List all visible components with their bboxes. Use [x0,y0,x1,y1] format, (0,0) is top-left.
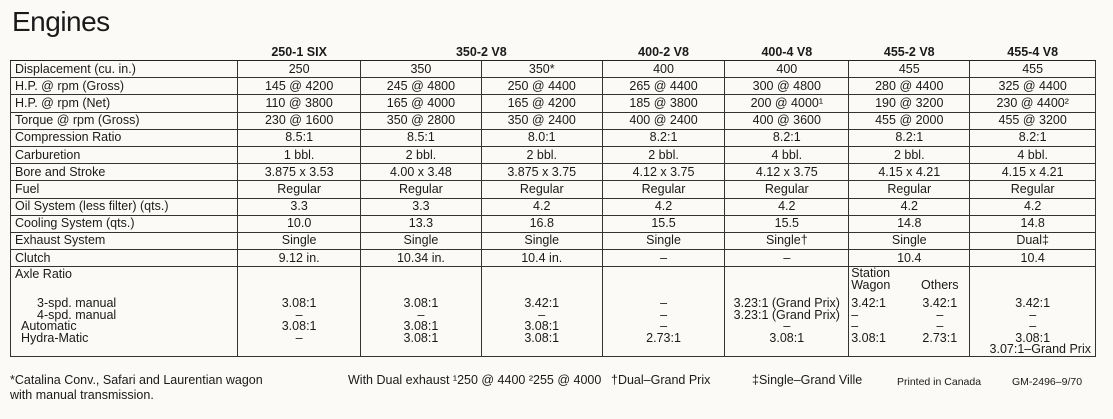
axle-value: 3.08:1 [851,330,886,345]
header-label-cell [11,44,238,61]
table-row [11,112,1096,129]
row-label: Carburetion [11,146,238,163]
row-value: 2 bbl. [602,146,725,163]
table-row [11,146,1096,163]
row-value: Regular [238,181,361,198]
axle-value: – [417,307,425,322]
row-label: Exhaust System [11,232,238,249]
row-value: 9.12 in. [238,250,361,267]
row-value: 13.3 [361,215,482,232]
engine-spec-table [10,44,1096,357]
axle-value: 3.08:1 [281,319,317,334]
row-value: 14.8 [970,215,1096,232]
row-value: 245 @ 4800 [361,78,482,95]
row-value: 300 @ 4800 [725,78,849,95]
header-400-2-v8: 400-2 V8 [602,44,725,61]
row-value: Regular [725,181,849,198]
others-header: Others [921,278,959,293]
row-value: – [725,250,849,267]
table-row [11,215,1096,232]
axle-ratio-block [11,267,1096,357]
row-value: Single [238,232,361,249]
header-455-2-v8: 455-2 V8 [849,44,970,61]
row-value: Regular [970,181,1096,198]
row-label: Bore and Stroke [11,164,238,181]
axle-value: 3.08:1 [769,330,805,345]
row-value: 350 @ 2400 [481,112,602,129]
axle-value: – [936,307,944,322]
row-value: 2 bbl. [361,146,482,163]
row-value: 2 bbl. [849,146,970,163]
row-value: 4.15 x 4.21 [970,164,1096,181]
row-value: 1 bbl. [238,146,361,163]
row-value: 400 @ 3600 [725,112,849,129]
table-row [11,232,1096,249]
axle-value-cell [970,267,1096,357]
row-value: 280 @ 4400 [849,78,970,95]
axle-sub-label: Automatic [21,319,77,334]
footnote-catalina [10,373,263,403]
row-value: 8.0:1 [481,129,602,146]
footnote-dual-exhaust: With Dual exhaust ¹250 @ 4400 ²255 @ 4000 [348,373,602,387]
row-value: 3.875 x 3.75 [481,164,602,181]
row-value: Single [849,232,970,249]
axle-value: 3.08:1 [403,319,439,334]
row-value: 4.12 x 3.75 [725,164,849,181]
axle-value: – [851,319,859,334]
publication-code: GM-2496–9/70 [1012,376,1083,388]
axle-value: 3.42:1 [524,296,560,311]
axle-value: – [295,330,303,345]
axle-value-cell [238,267,361,357]
axle-value: – [660,307,668,322]
row-value: 10.4 in. [481,250,602,267]
axle-sub-label: Hydra-Matic [21,330,89,345]
row-value: 165 @ 4000 [361,95,482,112]
axle-value: 3.23:1 (Grand Prix) [733,307,840,322]
row-value: 250 @ 4400 [481,78,602,95]
row-value: 8.5:1 [361,129,482,146]
row-value: 400 [602,61,725,78]
axle-value: 3.23:1 (Grand Prix) [733,296,840,311]
row-value: 15.5 [725,215,849,232]
axle-label-cell [11,267,238,357]
axle-value: 2.73:1 [922,330,958,345]
row-label: Torque @ rpm (Gross) [11,112,238,129]
header-400-4-v8: 400-4 V8 [725,44,849,61]
axle-value: – [1029,319,1037,334]
row-value: 10.34 in. [361,250,482,267]
axle-value: 2.73:1 [646,330,681,345]
axle-value: – [851,307,859,322]
axle-value: – [783,319,791,334]
row-value: Regular [361,181,482,198]
row-value: Single† [725,232,849,249]
header-350-2-v8: 350-2 V8 [361,44,603,61]
row-value: Dual‡ [970,232,1096,249]
row-value: 190 @ 3200 [849,95,970,112]
row-value: 14.8 [849,215,970,232]
axle-sub-label: 3-spd. manual [37,296,117,311]
table-row [11,78,1096,95]
row-value: 4.2 [849,198,970,215]
row-value: 400 [725,61,849,78]
row-label: H.P. @ rpm (Gross) [11,78,238,95]
row-value: 110 @ 3800 [238,95,361,112]
row-value: 185 @ 3800 [602,95,725,112]
footnote-ddagger: ‡Single–Grand Ville [752,373,863,387]
header-row [11,44,1096,61]
row-label: Cooling System (qts.) [11,215,238,232]
row-value: Single [481,232,602,249]
grand-prix-axle-note: 3.07:1–Grand Prix [989,342,1091,357]
row-value: – [602,250,725,267]
axle-value: – [1029,307,1037,322]
footnote-star-line2: with manual transmission. [10,388,154,402]
row-value: 8.2:1 [725,129,849,146]
axle-value: 3.08:1 [524,319,560,334]
row-label: H.P. @ rpm (Net) [11,95,238,112]
row-value: 15.5 [602,215,725,232]
row-value: 230 @ 4400² [970,95,1096,112]
row-value: 16.8 [481,215,602,232]
row-value: 350 [361,61,482,78]
table-row [11,250,1096,267]
row-value: 8.2:1 [602,129,725,146]
axle-value: 3.42:1 [851,296,886,311]
axle-value-cell [361,267,482,357]
row-value: 8.5:1 [238,129,361,146]
row-label: Compression Ratio [11,129,238,146]
header-250-1-six: 250-1 SIX [238,44,361,61]
row-value: 145 @ 4200 [238,78,361,95]
station-wagon-header: Station Wagon [851,266,891,293]
axle-sub-label: 4-spd. manual [37,307,117,322]
row-value: 4 bbl. [970,146,1096,163]
row-value: 455 [970,61,1096,78]
row-value: 3.875 x 3.53 [238,164,361,181]
table-row [11,129,1096,146]
row-value: 4.2 [481,198,602,215]
row-value: 350* [481,61,602,78]
page-title: Engines [12,6,110,37]
row-value: Regular [602,181,725,198]
row-value: 200 @ 4000¹ [725,95,849,112]
row-value: 3.3 [361,198,482,215]
row-value: 4.12 x 3.75 [602,164,725,181]
row-value: 4.00 x 3.48 [361,164,482,181]
row-value: 4.2 [725,198,849,215]
row-label: Fuel [11,181,238,198]
row-value: 455 @ 2000 [849,112,970,129]
row-value: 3.3 [238,198,361,215]
row-label: Clutch [11,250,238,267]
row-value: 230 @ 1600 [238,112,361,129]
row-value: 455 @ 3200 [970,112,1096,129]
axle-value: 3.42:1 [922,296,958,311]
axle-value-cell [602,267,725,357]
table-row [11,95,1096,112]
axle-value: 3.08:1 [1015,330,1051,345]
axle-value: – [660,296,668,311]
row-label: Displacement (cu. in.) [11,61,238,78]
table-row [11,61,1096,78]
printed-in-canada: Printed in Canada [897,376,982,388]
row-value: 10.0 [238,215,361,232]
axle-ratio-label: Axle Ratio [15,267,72,282]
row-value: 10.4 [970,250,1096,267]
row-value: 250 [238,61,361,78]
row-value: 350 @ 2800 [361,112,482,129]
row-value: 4.2 [970,198,1096,215]
row-value: 400 @ 2400 [602,112,725,129]
row-value: 4.2 [602,198,725,215]
row-value: Single [361,232,482,249]
axle-value: – [660,319,668,334]
row-label: Oil System (less filter) (qts.) [11,198,238,215]
row-value: 10.4 [849,250,970,267]
axle-455-2-cell [849,267,970,357]
row-value: Single [602,232,725,249]
row-value: 4 bbl. [725,146,849,163]
footnote-dagger: †Dual–Grand Prix [611,373,711,387]
axle-value: – [936,319,944,334]
axle-value: 3.08:1 [403,296,439,311]
row-value: 8.2:1 [970,129,1096,146]
table-row [11,181,1096,198]
row-value: 2 bbl. [481,146,602,163]
row-value: 265 @ 4400 [602,78,725,95]
header-455-4-v8: 455-4 V8 [970,44,1096,61]
axle-value: – [538,307,546,322]
row-value: 165 @ 4200 [481,95,602,112]
row-value: 455 [849,61,970,78]
row-value: 4.15 x 4.21 [849,164,970,181]
row-value: 325 @ 4400 [970,78,1096,95]
axle-value: – [295,307,303,322]
axle-value: 3.08:1 [403,330,439,345]
row-value: Regular [849,181,970,198]
row-value: Regular [481,181,602,198]
table-row [11,164,1096,181]
axle-value: 3.42:1 [1015,296,1051,311]
footnote-star-line1: *Catalina Conv., Safari and Laurentian wagon [10,373,263,387]
table-row [11,198,1096,215]
row-value: 8.2:1 [849,129,970,146]
axle-value-cell [481,267,602,357]
axle-value-cell [725,267,849,357]
axle-value: 3.08:1 [281,296,317,311]
axle-value: 3.08:1 [524,330,560,345]
